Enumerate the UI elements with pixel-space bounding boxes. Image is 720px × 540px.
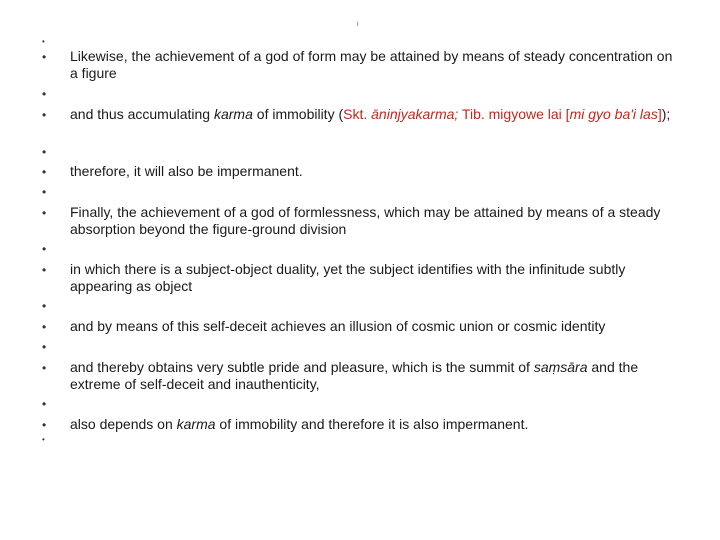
bullet-text: therefore, it will also be impermanent.: [70, 163, 303, 179]
bullet-marker: •: [42, 87, 47, 101]
bullet-marker: •: [42, 206, 47, 220]
bullet-marker: •: [42, 435, 45, 444]
bullet-text: Finally, the achievement of a god of formlessness, which may be attained by means of a steady absorption beyond the figure-ground division: [70, 204, 661, 237]
bullet-marker: •: [42, 108, 47, 122]
bullet-marker: •: [42, 50, 47, 64]
page-marker: i: [357, 21, 359, 28]
bullet-marker: •: [42, 361, 47, 375]
bullet-marker: •: [42, 145, 47, 159]
bullet-text: and thereby obtains very subtle pride and pleasure, which is the summit of saṃsāra and the extreme of self-deceit and inauthenticity,: [70, 359, 639, 392]
bullet-marker: •: [42, 299, 47, 313]
bullet-text: also depends on karma of immobility and therefore it is also impermanent.: [70, 416, 529, 432]
bullet-marker: •: [42, 185, 47, 199]
bullet-marker: •: [42, 263, 47, 277]
bullet-text: in which there is a subject-object duality, yet the subject identifies with the infinitude subtly appearing as object: [70, 261, 626, 294]
bullet-text: and thus accumulating karma of immobility (Skt. āninjyakarma; Tib. migyowe lai [mi gyo ba'i las]);: [70, 106, 671, 122]
bullet-marker: •: [42, 320, 47, 334]
bullet-text: Likewise, the achievement of a god of form may be attained by means of steady concentration on a figure: [70, 48, 673, 81]
bullet-marker: •: [42, 165, 47, 179]
bullet-marker: •: [42, 37, 45, 46]
bullet-marker: •: [42, 418, 47, 432]
bullet-marker: •: [42, 242, 47, 256]
bullet-text: and by means of this self-deceit achieves an illusion of cosmic union or cosmic identity: [70, 318, 606, 334]
bullet-marker: •: [42, 397, 47, 411]
bullet-marker: •: [42, 340, 47, 354]
